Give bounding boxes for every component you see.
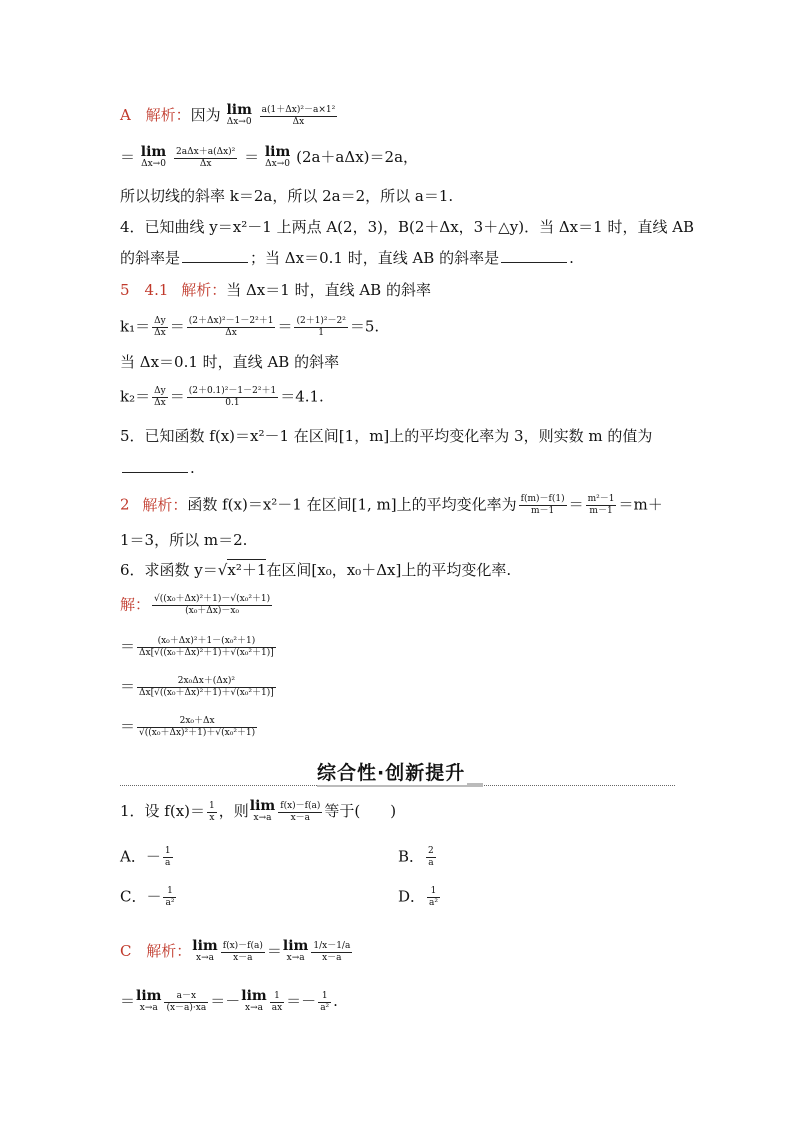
limit-operator: lim Δx→0 <box>140 144 167 169</box>
answer-6-step1: 解： $\frac{\text{√((x₀＋Δx)²＋1)－√(x₀²＋1)}}{\text{(x₀＋Δx)－x₀}}$ <box>120 594 271 616</box>
limit-operator: lim Δx→0 <box>264 144 291 169</box>
option-a[interactable]: A．－ $\frac{1}{a}$ <box>120 846 171 868</box>
result-expr: (2a＋aΔx)＝2a， <box>296 148 419 166</box>
question-4-line2: 的斜率是 ；当 Δx＝0.1 时，直线 AB 的斜率是 . <box>120 249 574 267</box>
option-c[interactable]: C．－ $\frac{1}{\text{a²}}$ <box>120 886 175 908</box>
fraction: $\frac{\text{2aΔx＋a(Δx)²}}{\Delta x}$ <box>176 146 236 169</box>
question-4-line1: 4．已知曲线 y＝x²－1 上两点 A(2，3)，B(2＋Δx，3＋△y)．当 Δx＝1 时，直线 AB <box>120 218 695 236</box>
answer-letter: A <box>120 106 131 124</box>
answer-5-line1: 2 解析：函数 f(x)＝x²－1 在区间[1, m]上的平均变化率为 $\frac{f(m)-f(1)}{m-1}$ ＝ $\frac{\text{m²－1}}{m-1}$ ＝m＋ <box>120 494 663 516</box>
answer-4-k2: k₂＝ $\frac{\Delta y}{\Delta x}$ ＝ $\frac{\text{(2＋0.1)²－1－2²＋1}}{0.1}$ ＝4.1. <box>120 386 324 408</box>
answer-4-line1: 5 4.1 解析：当 Δx＝1 时，直线 AB 的斜率 <box>120 281 431 299</box>
answer-blank[interactable] <box>501 250 567 263</box>
analysis-label: 解析： <box>145 106 191 124</box>
answer-6-step2: ＝ $\frac{\text{(x₀＋Δx)²＋1－(x₀²＋1)}}{\text{Δx[√((x₀＋Δx)²＋1)＋√(x₀²＋1)]}}$ <box>120 636 274 658</box>
answer-a-line2: ＝ lim Δx→0 $\frac{\text{2aΔx＋a(Δx)²}}{\Delta x}$ ＝ lim Δx→0 (2a＋aΔx)＝2a， <box>120 144 419 169</box>
option-d[interactable]: D． $\frac{1}{\text{a²}}$ <box>398 886 439 908</box>
answer-4-k1: k₁＝ $\frac{\Delta y}{\Delta x}$ ＝ $\frac{\text{(2＋Δx)²－1－2²＋1}}{\Delta x}$ ＝ $\frac{\text{(2＋1)²－2²}}{1}$ ＝5. <box>120 316 380 338</box>
option-b[interactable]: B． $\frac{2}{a}$ <box>398 846 434 868</box>
answer-a-line1 <box>120 104 339 128</box>
answer-1-line1: C 解析： lim x→a $\frac{f(x)-f(a)}{x-a}$ ＝ lim x→a $\frac{1/x-1/a}{x-a}$ <box>120 938 351 963</box>
question-5-line2: . <box>120 458 195 478</box>
answer-4-line2: 当 Δx＝0.1 时，直线 AB 的斜率 <box>120 353 340 371</box>
because-text: 因为 <box>190 106 221 124</box>
question-5-line1: 5．已知函数 f(x)＝x²－1 在区间[1，m]上的平均变化率为 3，则实数 m 的值为 <box>120 427 653 445</box>
fraction: $\frac{\text{a(1＋Δx)²－a×1²}}{\Delta x}$ <box>261 104 336 127</box>
answer-1-line2: ＝ lim x→a $\frac{a-x}{(x-a)\cdot xa}$ ＝－ lim x→a $\frac{1}{ax}$ ＝－ $\frac{1}{\text{a²}}$ . <box>120 988 338 1013</box>
answer-6-step4: ＝ $\frac{\text{2x₀＋Δx}}{\text{√((x₀＋Δx)²＋1)＋√(x₀²＋1)}}$ <box>120 716 256 738</box>
answer-blank[interactable] <box>122 460 188 473</box>
question-1: 1．设 f(x)＝ $\frac{1}{x}$ ，则 lim x→a $\frac{f(x)-f(a)}{x-a}$ 等于( ) <box>120 798 397 823</box>
answer-6-step3: ＝ $\frac{\text{2x₀Δx＋(Δx)²}}{\text{Δx[√((x₀＋Δx)²＋1)＋√(x₀²＋1)]}}$ <box>120 676 274 698</box>
question-6: 6．求函数 y＝√x²＋1在区间[x₀，x₀＋Δx]上的平均变化率. <box>120 561 512 579</box>
limit-operator: lim Δx→0 <box>226 102 252 127</box>
answer-5-line2: 1＝3，所以 m＝2. <box>120 531 248 549</box>
section-title: 综合性·创新提升 <box>315 758 467 785</box>
answer-blank[interactable] <box>182 250 248 263</box>
section-header <box>120 758 675 788</box>
answer-a-line3: 所以切线的斜率 k＝2a，所以 2a＝2，所以 a＝1. <box>120 187 454 205</box>
